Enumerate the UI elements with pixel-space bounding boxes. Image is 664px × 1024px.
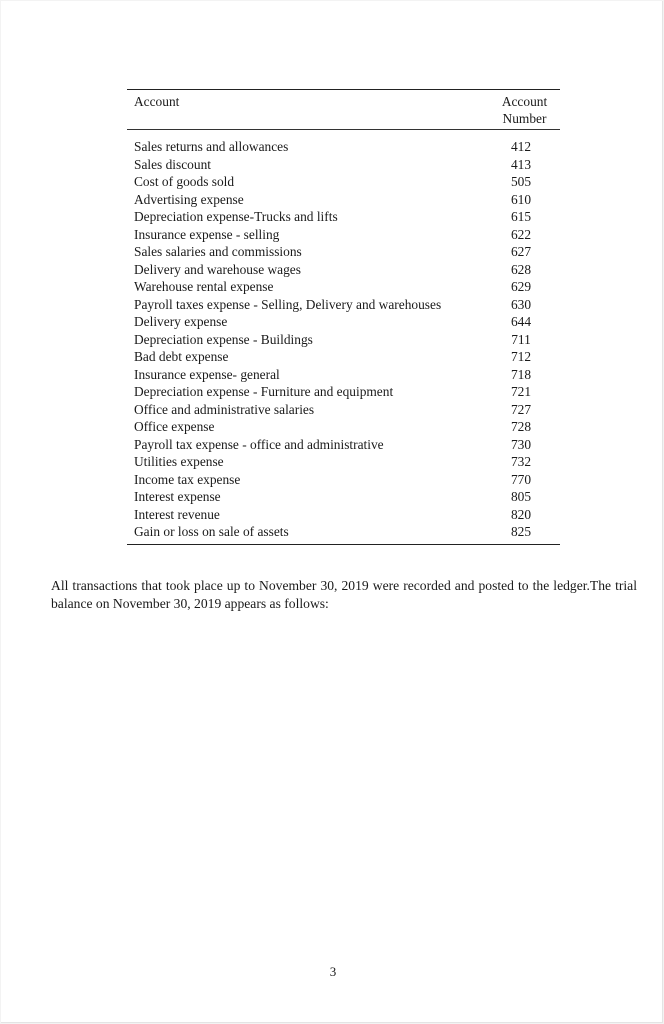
account-number: 770 xyxy=(510,471,532,487)
header-number-line2: Number xyxy=(502,111,547,126)
account-name: Sales salaries and commissions xyxy=(134,244,302,259)
table-row xyxy=(127,278,560,296)
account-number: 628 xyxy=(510,261,532,277)
table-row xyxy=(127,191,560,209)
header-number-line1: Account xyxy=(501,94,548,109)
table-header-row xyxy=(127,90,560,130)
account-number: 629 xyxy=(510,279,532,294)
table-row xyxy=(127,348,560,366)
account-name: Advertising expense xyxy=(134,191,244,207)
account-number: 712 xyxy=(510,349,532,364)
account-name: Cost of goods sold xyxy=(134,174,235,189)
document-page xyxy=(1,1,663,1023)
account-number: 728 xyxy=(510,419,532,434)
account-name: Warehouse rental expense xyxy=(134,279,274,294)
table-row xyxy=(127,208,560,226)
table-row xyxy=(127,401,560,419)
account-number: 622 xyxy=(510,226,532,242)
account-name: Office expense xyxy=(134,419,215,434)
table-row xyxy=(127,506,560,524)
account-number: 805 xyxy=(510,489,532,504)
page-number: 3 xyxy=(329,964,337,979)
account-number: 820 xyxy=(510,506,532,522)
account-number: 732 xyxy=(510,454,532,469)
account-number: 615 xyxy=(510,209,532,224)
account-number: 825 xyxy=(510,524,532,539)
account-number: 630 xyxy=(510,296,532,312)
table-row xyxy=(127,331,560,349)
account-name: Office and administrative salaries xyxy=(134,401,315,417)
table-row xyxy=(127,243,560,261)
header-account: Account xyxy=(134,94,180,109)
account-name: Utilities expense xyxy=(134,454,224,469)
chart-of-accounts-table xyxy=(127,89,560,545)
table-row xyxy=(127,453,560,471)
account-name: Sales returns and allowances xyxy=(134,139,289,154)
account-number: 610 xyxy=(510,191,532,207)
account-number: 730 xyxy=(510,436,532,452)
table-row xyxy=(127,366,560,384)
account-number: 627 xyxy=(510,244,532,259)
account-number: 711 xyxy=(511,331,531,347)
account-name: Depreciation expense-Trucks and lifts xyxy=(134,209,338,224)
body-paragraph: All transactions that took place up to November 30, 2019 were recorded and posted to the ledger.The trial balance on November 30, 2019 appears as follows: xyxy=(51,578,637,611)
table-row xyxy=(127,296,560,314)
account-name: Payroll tax expense - office and administrative xyxy=(134,436,384,452)
table-row xyxy=(127,471,560,489)
account-name: Interest expense xyxy=(134,489,221,504)
account-name: Insurance expense- general xyxy=(134,366,280,382)
account-name: Sales discount xyxy=(134,156,211,172)
account-number: 505 xyxy=(510,174,532,189)
table-row xyxy=(127,313,560,331)
table-row xyxy=(127,488,560,506)
table-row xyxy=(127,226,560,244)
account-name: Depreciation expense - Furniture and equipment xyxy=(134,384,394,399)
table-row xyxy=(127,173,560,191)
account-number: 727 xyxy=(510,401,532,417)
header-account-number xyxy=(489,90,560,130)
table-row xyxy=(127,156,560,174)
table-row xyxy=(127,383,560,401)
table-body xyxy=(127,130,560,545)
account-number: 644 xyxy=(510,314,532,329)
account-name: Payroll taxes expense - Selling, Delivery and warehouses xyxy=(134,296,442,312)
account-name: Gain or loss on sale of assets xyxy=(134,524,289,539)
account-number: 413 xyxy=(510,156,532,172)
account-name: Delivery expense xyxy=(134,314,228,329)
account-number: 718 xyxy=(510,366,532,382)
account-number: 412 xyxy=(510,139,532,154)
account-name: Interest revenue xyxy=(134,506,220,522)
table-row xyxy=(127,130,560,156)
account-name: Delivery and warehouse wages xyxy=(134,261,301,277)
table-row xyxy=(127,523,560,544)
account-name: Bad debt expense xyxy=(134,349,229,364)
table-row xyxy=(127,261,560,279)
table-row xyxy=(127,418,560,436)
account-name: Income tax expense xyxy=(134,471,241,487)
account-name: Depreciation expense - Buildings xyxy=(134,331,313,347)
table-row xyxy=(127,436,560,454)
account-number: 721 xyxy=(510,384,532,399)
account-name: Insurance expense - selling xyxy=(134,226,280,242)
